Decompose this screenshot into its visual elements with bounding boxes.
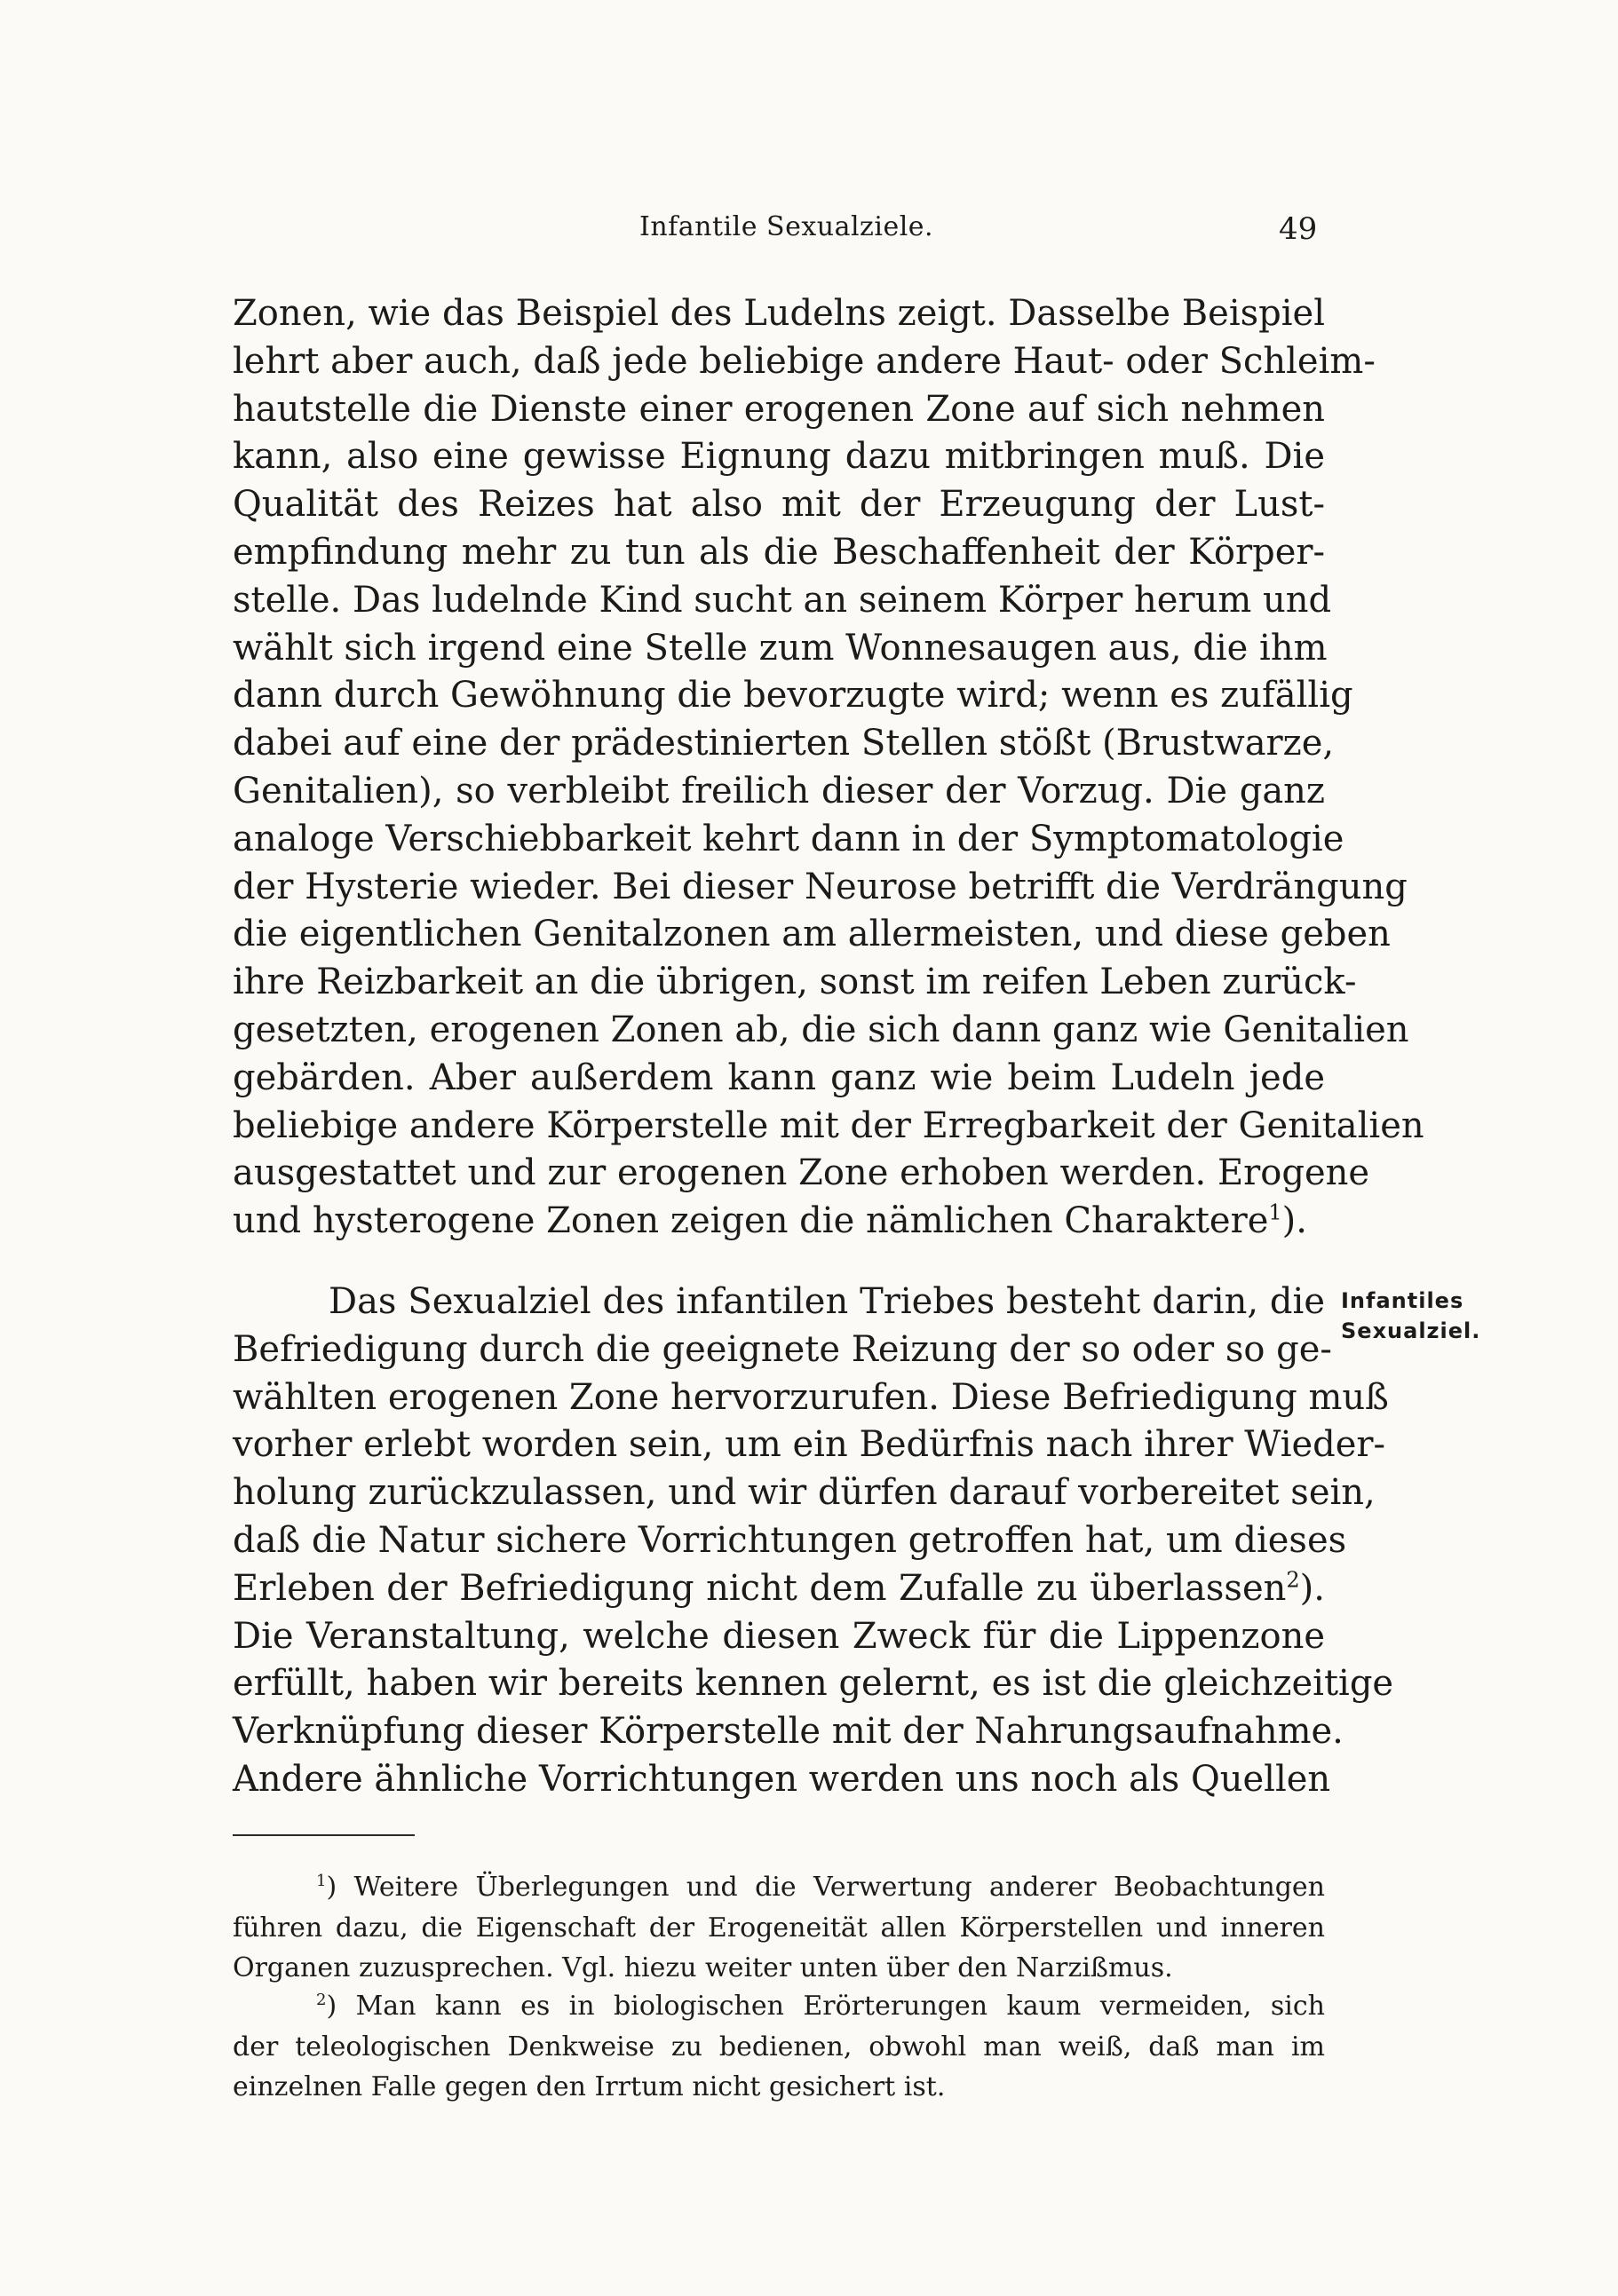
- footnote-ref-2[interactable]: 2: [1286, 1567, 1300, 1593]
- text-line: stelle. Das ludelnde Kind sucht an seinem Körper herum und: [233, 579, 1332, 621]
- footnote-line: Organen zuzusprechen. Vgl. hiezu weiter unten über den Narzißmus.: [233, 1952, 1173, 1983]
- footnote-line: [233, 1867, 1325, 1908]
- text-line: wählten erogenen Zone hervorzurufen. Diese Befriedigung muß: [233, 1376, 1389, 1418]
- marginal-note-line: Infantiles: [1341, 1288, 1464, 1313]
- footnote-ref-1[interactable]: 1: [1268, 1199, 1282, 1225]
- text-line-last: [233, 1198, 1325, 1246]
- text-line: beliebige andere Körperstelle mit der Erregbarkeit der Genitalien: [233, 1104, 1424, 1146]
- text-line: Verknüpfung dieser Körperstelle mit der Nahrungsaufnahme.: [233, 1711, 1344, 1753]
- text-line: gesetzten, erogenen Zonen ab, die sich dann ganz wie Genitalien: [233, 1009, 1409, 1050]
- text-fragment: Erleben der Befriedigung nicht dem Zufalle zu überlassen: [233, 1567, 1287, 1609]
- page-number: 49: [1279, 211, 1318, 247]
- footnote-line: führen dazu, die Eigenschaft der Erogeneität allen Körperstellen und inneren: [233, 1912, 1325, 1944]
- footnote-line: einzelnen Falle gegen den Irrtum nicht gesichert ist.: [233, 2071, 946, 2102]
- text-line: holung zurückzulassen, und wir dürfen darauf vorbereitet sein,: [233, 1472, 1376, 1514]
- text-fragment: und hysterogene Zonen zeigen die nämlichen Charaktere: [233, 1200, 1269, 1242]
- text-fragment: ).: [1281, 1200, 1307, 1242]
- text-line: dabei auf eine der prädestinierten Stellen stößt (Brustwarze,: [233, 723, 1335, 764]
- text-line: Qualität des Reizes hat also mit der Erzeugung der Lust-: [233, 484, 1325, 526]
- text-line: erfüllt, haben wir bereits kennen gelernt, es ist die gleichzeitige: [233, 1663, 1394, 1705]
- marginal-note: [1341, 1286, 1480, 1346]
- footnote-marker: 1: [316, 1872, 327, 1891]
- text-line: Andere ähnliche Vorrichtungen werden uns noch als Quellen: [233, 1758, 1331, 1800]
- text-line: ausgestattet und zur erogenen Zone erhoben werden. Erogene: [233, 1152, 1370, 1194]
- text-line: dann durch Gewöhnung die bevorzugte wird; wenn es zufällig: [233, 675, 1353, 717]
- text-line: Die Veranstaltung, welche diesen Zweck für die Lippenzone: [233, 1615, 1325, 1657]
- text-line: die eigentlichen Genitalzonen am allermeisten, und diese geben: [233, 914, 1391, 955]
- footnote-line: [233, 1986, 1325, 2027]
- text-line: gebärden. Aber außerdem kann ganz wie beim Ludeln jede: [233, 1057, 1325, 1098]
- text-line: kann, also eine gewisse Eignung dazu mitbringen muß. Die: [233, 436, 1325, 478]
- text-line: lehrt aber auch, daß jede beliebige andere Haut- oder Schleim-: [233, 340, 1376, 382]
- text-line: Das Sexualziel des infantilen Triebes besteht darin, die: [329, 1281, 1325, 1322]
- running-title: Infantile Sexualziele.: [639, 211, 934, 242]
- paragraph-2: [233, 1279, 1394, 1804]
- text-line: der Hysterie wieder. Bei dieser Neurose betrifft die Verdrängung: [233, 866, 1408, 907]
- text-line: ihre Reizbarkeit an die übrigen, sonst im reifen Leben zurück-: [233, 962, 1357, 1003]
- text-line: Zonen, wie das Beispiel des Ludelns zeigt. Dasselbe Beispiel: [233, 293, 1325, 334]
- paragraph-1: [233, 290, 1424, 1246]
- text-line: [233, 1565, 1325, 1613]
- footnote-divider: [233, 1834, 415, 1836]
- text-line: analoge Verschiebbarkeit kehrt dann in der Symptomatologie: [233, 818, 1344, 859]
- text-line: Genitalien), so verbleibt freilich dieser der Vorzug. Die ganz: [233, 770, 1325, 812]
- text-line: empfindung mehr zu tun als die Beschaffenheit der Körper-: [233, 531, 1325, 573]
- text-fragment: ).: [1299, 1567, 1325, 1609]
- text-line: daß die Natur sichere Vorrichtungen getroffen hat, um dieses: [233, 1519, 1347, 1561]
- text-line: hautstelle die Dienste einer erogenen Zone auf sich nehmen: [233, 388, 1325, 430]
- footnote-marker: 2: [316, 1991, 327, 2010]
- text-line: Befriedigung durch die geeignete Reizung der so oder so ge-: [233, 1328, 1332, 1370]
- footnote-1: [233, 1867, 1325, 1989]
- footnote-line: der teleologischen Denkweise zu bedienen, obwohl man weiß, daß man im: [233, 2031, 1325, 2062]
- text-fragment: ) Weitere Überlegungen und die Verwertung anderer Beobachtungen: [326, 1872, 1325, 1903]
- text-line: wählt sich irgend eine Stelle zum Wonnesaugen aus, die ihm: [233, 627, 1328, 669]
- footnote-2: [233, 1986, 1325, 2108]
- text-fragment: ) Man kann es in biologischen Erörterungen kaum vermeiden, sich: [326, 1991, 1325, 2022]
- marginal-note-line: Sexualziel.: [1341, 1318, 1481, 1343]
- text-line: vorher erlebt worden sein, um ein Bedürfnis nach ihrer Wieder-: [233, 1424, 1386, 1466]
